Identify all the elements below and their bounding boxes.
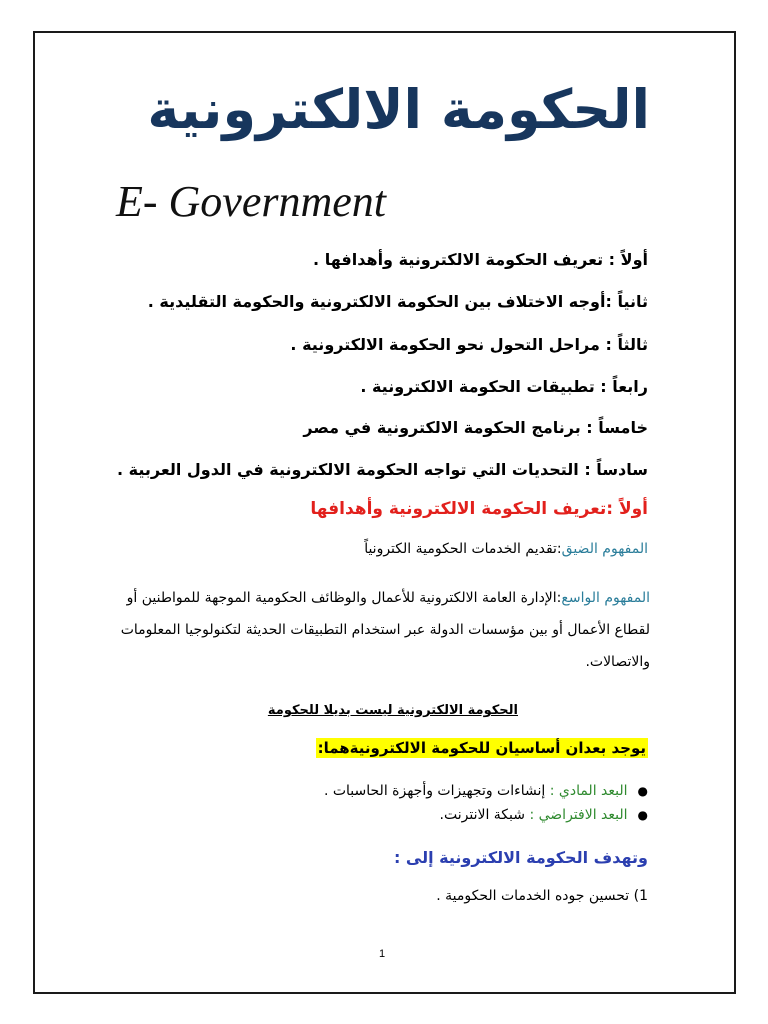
list-item <box>440 807 648 823</box>
toc-item-5: خامساً : برنامج الحكومة الالكترونية في مصر <box>303 418 648 437</box>
broad-concept-label: المفهوم الواسع <box>561 590 650 606</box>
dimension-label: البعد المادي : <box>549 783 628 799</box>
page-title-arabic: الحكومة الالكترونية <box>147 78 650 141</box>
goals-heading: وتهدف الحكومة الالكترونية إلى : <box>393 848 648 867</box>
section-heading-definition: أولاً :تعريف الحكومة الالكترونية وأهدافها <box>310 499 648 519</box>
page-title-english: E- Government <box>116 177 387 226</box>
dimension-text: شبكة الانترنت. <box>439 807 525 823</box>
toc-item-1: أولاً : تعريف الحكومة الالكترونية وأهدافها . <box>313 250 648 269</box>
broad-concept <box>110 582 650 678</box>
narrow-concept-label: المفهوم الضيق <box>561 541 648 557</box>
toc-item-6: سادساً : التحديات التي تواجه الحكومة الالكترونية في الدول العربية . <box>116 460 648 479</box>
page-number: 1 <box>379 948 386 960</box>
bullet-icon: ● <box>637 784 648 798</box>
toc-item-2: ثانياً :أوجه الاختلاف بين الحكومة الالكترونية والحكومة التقليدية . <box>147 292 648 311</box>
dimension-label: البعد الافتراضي : <box>529 807 628 823</box>
subheading-not-replacement: الحكومة الالكترونية ليست بديلا للحكومة <box>267 703 518 718</box>
bullet-icon: ● <box>637 808 648 822</box>
goal-item <box>436 888 648 904</box>
broad-concept-text: :الإدارة العامة الالكترونية للأعمال والوظائف الحكومية الموجهة للمواطنين أو لقطاع الأعمال أو بين مؤسسات الدولة عبر استخدام التطبيقات الحديثة لتكنولوجيا المعلومات والاتصالات. <box>120 590 650 670</box>
toc-item-3: ثالثاً : مراحل التحول نحو الحكومة الالكترونية . <box>290 335 648 354</box>
narrow-concept <box>364 541 648 557</box>
narrow-concept-text: :تقديم الخدمات الحكومية الكترونياً <box>364 541 562 557</box>
list-item <box>324 783 648 799</box>
dimensions-highlight: يوجد بعدان أساسيان للحكومة الالكترونيةهما: <box>317 739 646 757</box>
dimension-text: إنشاءات وتجهيزات وأجهزة الحاسبات . <box>323 783 546 799</box>
dimensions-intro <box>316 738 648 757</box>
toc-item-4: رابعاً : تطبيقات الحكومة الالكترونية . <box>360 377 648 396</box>
goal-number: 1) <box>633 888 648 904</box>
goal-text: تحسين جوده الخدمات الحكومية . <box>436 888 630 904</box>
